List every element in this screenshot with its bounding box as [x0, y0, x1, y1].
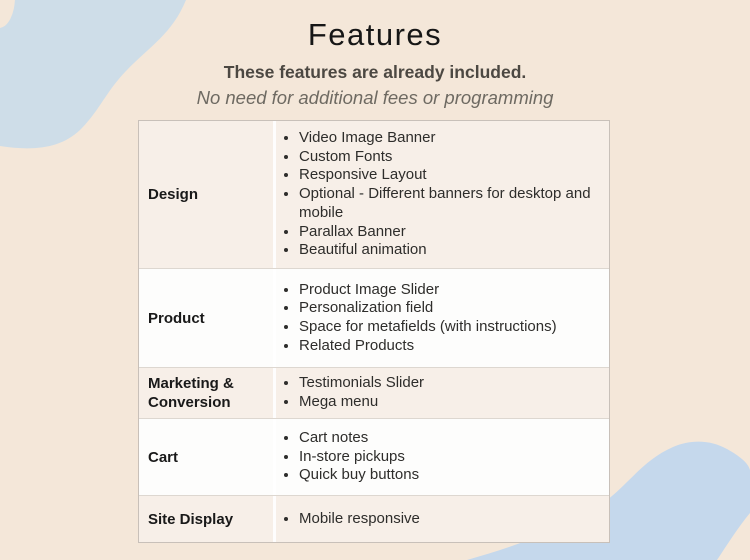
subtitle-italic: No need for additional fees or programming: [196, 87, 554, 108]
feature-item: • Custom Fonts: [299, 148, 605, 167]
feature-item: • Space for metafields (with instructions): [299, 318, 557, 337]
table-row: [139, 495, 609, 542]
feature-list: [282, 281, 557, 356]
category-cell: Design: [139, 121, 276, 268]
page-header: [0, 0, 750, 111]
table-row: [139, 418, 609, 495]
feature-list-cell: [276, 368, 609, 418]
feature-item: • In-store pickups: [299, 448, 419, 467]
subtitle-bold: These features are already included.: [223, 62, 527, 82]
feature-list: [282, 429, 419, 485]
table-row: [139, 121, 609, 268]
feature-list: [282, 374, 424, 411]
table-row: [139, 268, 609, 367]
feature-list: [282, 510, 420, 529]
feature-item: • Product Image Slider: [299, 281, 557, 300]
page-title: Features: [307, 17, 443, 52]
category-cell: Marketing & Conversion: [139, 368, 276, 418]
feature-item: • Personalization field: [299, 299, 557, 318]
feature-item: • Cart notes: [299, 429, 419, 448]
features-table: [138, 120, 610, 543]
category-cell: Product: [139, 269, 276, 367]
category-cell: Cart: [139, 419, 276, 495]
feature-item: • Testimonials Slider: [299, 374, 424, 393]
feature-item: • Parallax Banner: [299, 223, 605, 242]
feature-item: • Related Products: [299, 337, 557, 356]
feature-item: • Quick buy buttons: [299, 466, 419, 485]
feature-list-cell: [276, 419, 609, 495]
feature-item: • Mega menu: [299, 393, 424, 412]
feature-item: • Optional - Different banners for desktop and mobile: [299, 185, 605, 222]
feature-item: • Beautiful animation: [299, 241, 605, 260]
feature-list: [282, 129, 605, 260]
feature-item: • Mobile responsive: [299, 510, 420, 529]
feature-item: • Video Image Banner: [299, 129, 605, 148]
table-row: [139, 367, 609, 418]
feature-list-cell: [276, 121, 609, 268]
feature-list-cell: [276, 496, 609, 542]
category-cell: Site Display: [139, 496, 276, 542]
feature-item: • Responsive Layout: [299, 166, 605, 185]
feature-list-cell: [276, 269, 609, 367]
